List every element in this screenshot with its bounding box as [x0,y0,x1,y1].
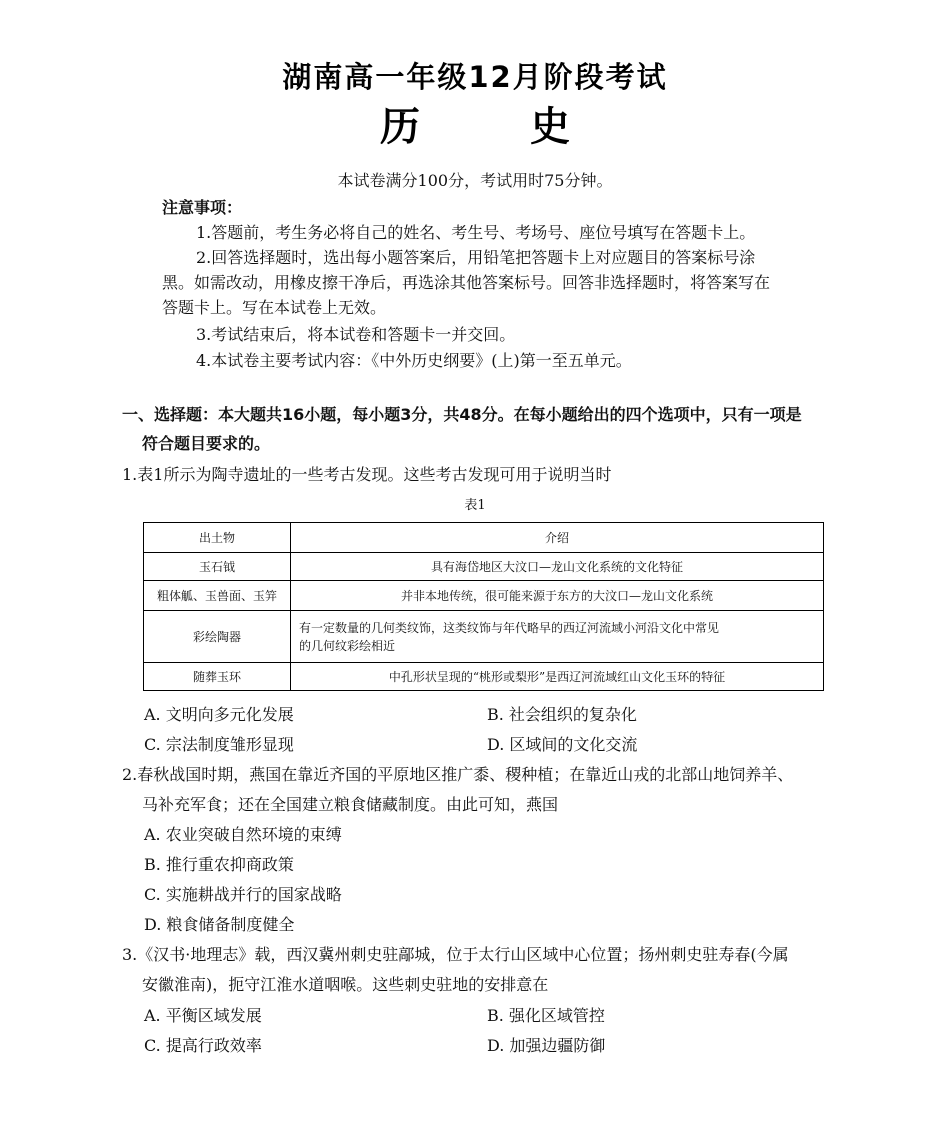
table-cell-item: 随葬玉环 [144,663,291,691]
exam-info: 本试卷满分100分，考试用时75分钟。 [337,171,613,190]
section-heading: 一、选择题：本大题共16小题，每小题3分，共48分。在每小题给出的四个选项中，只有一项是 [122,405,802,424]
table-header-row [144,523,824,553]
note-line: 2.回答选择题时，选出每小题答案后，用铅笔把答题卡上对应题目的答案标号涂 [196,248,756,267]
table-row [144,553,824,581]
subject-char-2: 史 [530,104,570,150]
question-3-stem-cont: 安徽淮南)，扼守江淮水道咽喉。这些刺史驻地的安排意在 [142,975,549,994]
subject-char-1: 历 [380,104,420,150]
q3-option-a: A. 平衡区域发展 [144,1006,262,1025]
subject-title [0,95,950,152]
table-cell-desc-line: 的几何纹彩绘相近 [299,638,396,653]
table-header-cell: 出土物 [144,523,291,553]
question-2-stem: 2.春秋战国时期，燕国在靠近齐国的平原地区推广黍、稷种植；在靠近山戎的北部山地饲养羊、 [122,765,794,784]
table-cell-item: 玉石钺 [144,553,291,581]
exam-title: 湖南高一年级12月阶段考试 [282,60,668,94]
question-1-stem: 1.表1所示为陶寺遗址的一些考古发现。这些考古发现可用于说明当时 [122,465,612,484]
notes-heading: 注意事项： [162,198,243,217]
q2-option-d: D. 粮食储备制度健全 [144,915,295,934]
table-row [144,663,824,691]
note-line: 黑。如需改动，用橡皮擦干净后，再选涂其他答案标号。回答非选择题时，将答案写在 [162,273,771,292]
note-line: 1.答题前，考生务必将自己的姓名、考生号、考场号、座位号填写在答题卡上。 [196,223,756,242]
table-header-cell: 介绍 [291,523,824,553]
artifact-table [143,522,824,691]
table-cell-desc-line: 有一定数量的几何类纹饰，这类纹饰与年代略早的西辽河流域小河沿文化中常见 [299,620,720,635]
q2-option-a: A. 农业突破自然环境的束缚 [144,825,342,844]
question-3-stem: 3.《汉书·地理志》载，西汉冀州刺史驻鄗城，位于太行山区域中心位置；扬州刺史驻寿春(今属 [122,945,789,964]
note-line: 3.考试结束后，将本试卷和答题卡一并交回。 [196,325,516,344]
table-cell-desc: 具有海岱地区大汶口—龙山文化系统的文化特征 [291,553,824,581]
table-row [144,581,824,611]
note-line: 4.本试卷主要考试内容：《中外历史纲要》(上)第一至五单元。 [196,351,632,370]
table-row [144,611,824,663]
q1-option-d: D. 区域间的文化交流 [487,735,638,754]
table-cell-desc: 并非本地传统，很可能来源于东方的大汶口—龙山文化系统 [291,581,824,611]
table-cell-desc [291,611,824,663]
q3-option-d: D. 加强边疆防御 [487,1036,606,1055]
table-caption: 表1 [464,498,486,513]
q1-option-b: B. 社会组织的复杂化 [487,705,637,724]
q3-option-b: B. 强化区域管控 [487,1006,605,1025]
table-cell-item: 粗体觚、玉兽面、玉笄 [144,581,291,611]
q3-option-c: C. 提高行政效率 [144,1036,262,1055]
section-heading-cont: 符合题目要求的。 [142,434,271,453]
q2-option-c: C. 实施耕战并行的国家战略 [144,885,342,904]
q2-option-b: B. 推行重农抑商政策 [144,855,294,874]
note-line: 答题卡上。写在本试卷上无效。 [162,298,387,317]
question-2-stem-cont: 马补充军食；还在全国建立粮食储藏制度。由此可知，燕国 [142,795,559,814]
q1-option-c: C. 宗法制度雏形显现 [144,735,294,754]
q1-option-a: A. 文明向多元化发展 [144,705,294,724]
table-cell-item: 彩绘陶器 [144,611,291,663]
table-cell-desc: 中孔形状呈现的“桃形或梨形”是西辽河流域红山文化玉环的特征 [291,663,824,691]
